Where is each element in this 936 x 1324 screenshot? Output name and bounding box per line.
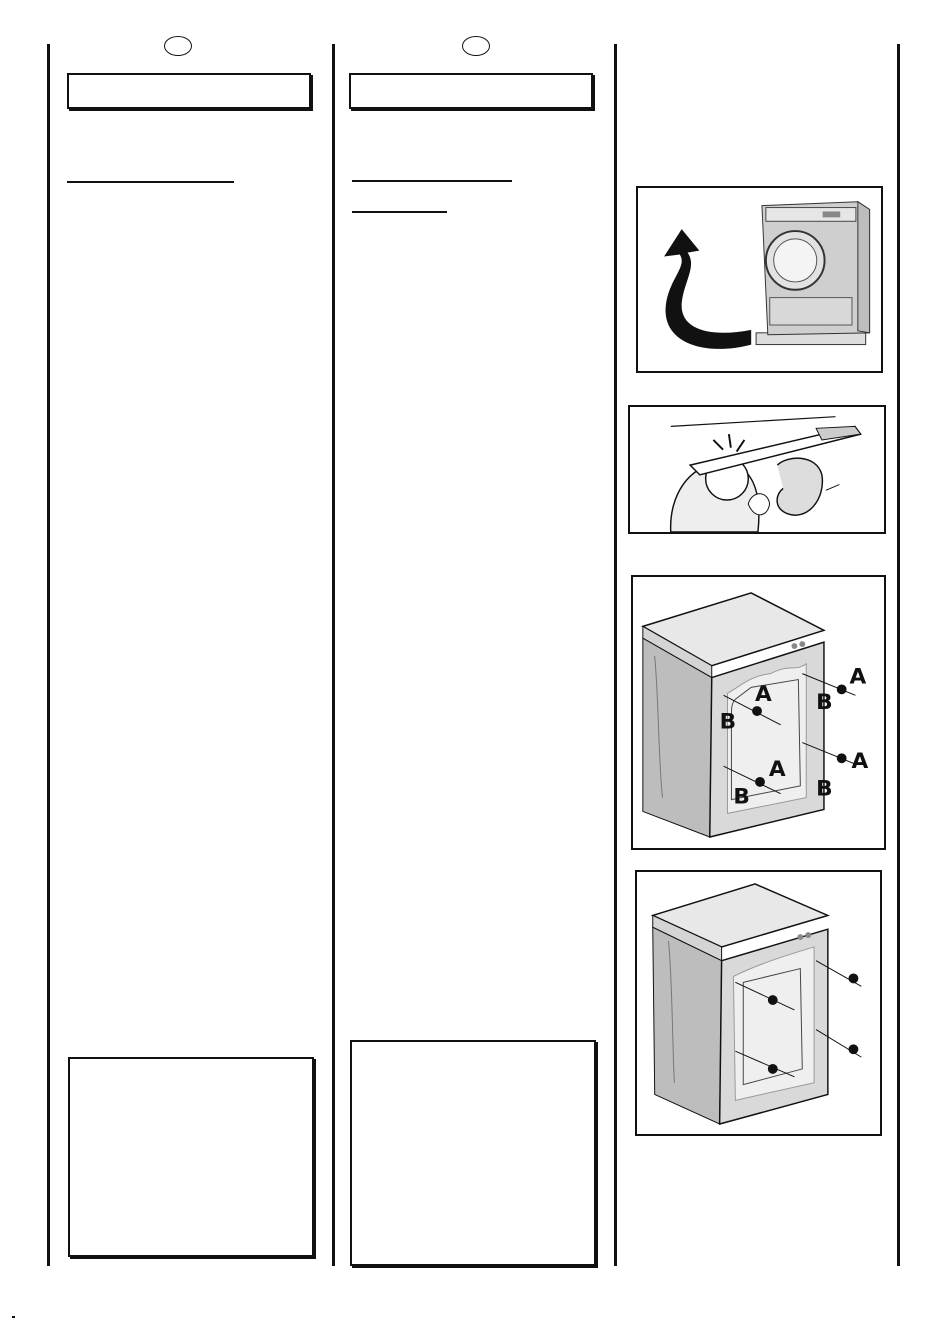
figure-child-safety-drawing bbox=[630, 407, 884, 532]
note-box-col1 bbox=[68, 1057, 314, 1257]
note-box-col2 bbox=[350, 1040, 596, 1266]
column-divider-mid bbox=[332, 44, 335, 1266]
bolt-label-a-4: A bbox=[851, 749, 869, 775]
subheading-underline-col1 bbox=[67, 181, 234, 183]
bolt-label-a-1: A bbox=[755, 682, 772, 708]
section-heading-box-col1 bbox=[67, 73, 311, 109]
figure-transit-bolts-labeled-drawing bbox=[633, 577, 884, 848]
bolt-label-a-3: A bbox=[849, 664, 867, 690]
figure-remove-pallet-drawing bbox=[638, 188, 881, 371]
bolt-label-b-1: B bbox=[719, 709, 737, 735]
language-indicator-col1 bbox=[164, 36, 192, 56]
column-divider-right bbox=[614, 44, 617, 1266]
column-divider-left bbox=[47, 44, 50, 1266]
figure-transit-bolts bbox=[635, 870, 882, 1136]
subheading-underline-col2a bbox=[352, 180, 512, 182]
page-border-right bbox=[897, 44, 900, 1266]
bolt-label-b-3: B bbox=[816, 690, 833, 716]
figure-transit-bolts-labeled bbox=[631, 575, 886, 850]
figure-transit-bolts-drawing bbox=[637, 872, 880, 1134]
bolt-label-b-4: B bbox=[816, 776, 833, 802]
bolt-label-b-2: B bbox=[733, 784, 750, 810]
bolt-label-a-2: A bbox=[768, 756, 786, 782]
figure-remove-pallet bbox=[636, 186, 883, 373]
subheading-underline-col2b bbox=[352, 211, 447, 213]
figure-child-safety bbox=[628, 405, 886, 534]
page-corner-mark bbox=[12, 1316, 15, 1318]
language-indicator-col2 bbox=[462, 36, 490, 56]
section-heading-box-col2 bbox=[349, 73, 593, 109]
